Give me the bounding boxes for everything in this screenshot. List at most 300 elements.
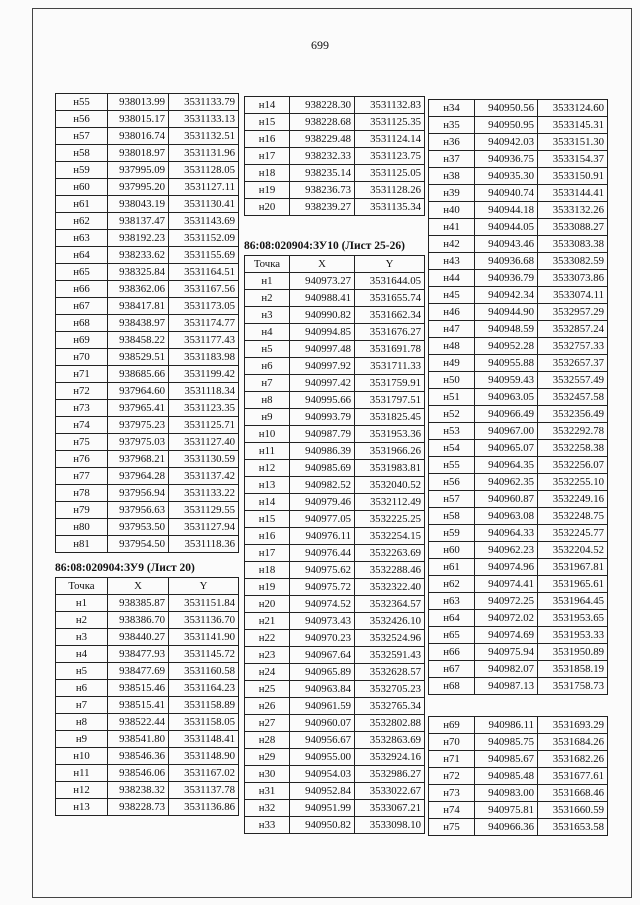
y-cell: 3533067.21: [355, 800, 425, 817]
x-cell: 940964.35: [475, 457, 538, 474]
x-cell: 940960.87: [475, 491, 538, 508]
y-cell: 3531130.41: [169, 196, 239, 213]
point-cell: н18: [245, 165, 290, 182]
x-cell: 937964.28: [108, 468, 169, 485]
point-cell: н73: [429, 785, 475, 802]
x-cell: 938362.06: [108, 281, 169, 298]
point-cell: н43: [429, 253, 475, 270]
header-y: Y: [169, 578, 239, 595]
x-cell: 940976.11: [290, 528, 355, 545]
y-cell: 3533073.86: [538, 270, 608, 287]
y-cell: 3531133.13: [169, 111, 239, 128]
y-cell: 3531123.75: [355, 148, 425, 165]
point-cell: н10: [245, 426, 290, 443]
y-cell: 3531953.33: [538, 627, 608, 644]
x-cell: 940959.43: [475, 372, 538, 389]
table-row: [56, 765, 239, 782]
y-cell: 3532258.38: [538, 440, 608, 457]
x-cell: 938440.27: [108, 629, 169, 646]
y-cell: 3532957.29: [538, 304, 608, 321]
x-cell: 940950.95: [475, 117, 538, 134]
point-cell: н23: [245, 647, 290, 664]
table-row: [56, 417, 239, 434]
point-cell: н12: [245, 460, 290, 477]
point-cell: н64: [56, 247, 108, 264]
y-cell: 3531160.58: [169, 663, 239, 680]
point-cell: н53: [429, 423, 475, 440]
table-row: [245, 114, 425, 131]
x-cell: 938541.80: [108, 731, 169, 748]
table-row: [245, 613, 425, 630]
point-cell: н70: [56, 349, 108, 366]
y-cell: 3533144.41: [538, 185, 608, 202]
point-cell: н9: [56, 731, 108, 748]
y-cell: 3533150.91: [538, 168, 608, 185]
table-row: [245, 409, 425, 426]
x-cell: 940955.00: [290, 749, 355, 766]
table-row: [245, 148, 425, 165]
point-cell: н8: [245, 392, 290, 409]
y-cell: 3531164.51: [169, 264, 239, 281]
table-row: [56, 400, 239, 417]
point-cell: н76: [56, 451, 108, 468]
point-cell: н5: [56, 663, 108, 680]
y-cell: 3531964.45: [538, 593, 608, 610]
point-cell: н50: [429, 372, 475, 389]
table-row: [56, 434, 239, 451]
section-title-zu10: 86:08:020904:ЗУ10 (Лист 25-26): [244, 240, 405, 252]
y-cell: 3531132.51: [169, 128, 239, 145]
y-cell: 3531653.58: [538, 819, 608, 836]
x-cell: 940950.82: [290, 817, 355, 834]
header-x: X: [290, 256, 355, 273]
table-row: [56, 629, 239, 646]
y-cell: 3531655.74: [355, 290, 425, 307]
y-cell: 3532248.75: [538, 508, 608, 525]
table-row: [429, 287, 608, 304]
point-cell: н66: [429, 644, 475, 661]
y-cell: 3531676.27: [355, 324, 425, 341]
x-cell: 940986.11: [475, 717, 538, 734]
table-row: [429, 304, 608, 321]
y-cell: 3531177.43: [169, 332, 239, 349]
point-cell: н14: [245, 97, 290, 114]
y-cell: 3531128.05: [169, 162, 239, 179]
table-row: [56, 383, 239, 400]
point-cell: н17: [245, 545, 290, 562]
y-cell: 3531151.84: [169, 595, 239, 612]
point-cell: н74: [429, 802, 475, 819]
table-row: [56, 646, 239, 663]
point-cell: н6: [245, 358, 290, 375]
y-cell: 3531950.89: [538, 644, 608, 661]
x-cell: 940974.69: [475, 627, 538, 644]
y-cell: 3532524.96: [355, 630, 425, 647]
point-cell: н63: [429, 593, 475, 610]
y-cell: 3531135.34: [355, 199, 425, 216]
point-cell: н67: [56, 298, 108, 315]
table-row: [56, 519, 239, 536]
table-row: [245, 766, 425, 783]
table-row: [56, 230, 239, 247]
x-cell: 940974.96: [475, 559, 538, 576]
table-row: [245, 341, 425, 358]
point-cell: н46: [429, 304, 475, 321]
y-cell: 3531125.35: [355, 114, 425, 131]
point-cell: н61: [429, 559, 475, 576]
y-cell: 3531983.81: [355, 460, 425, 477]
y-cell: 3531158.05: [169, 714, 239, 731]
y-cell: 3531136.70: [169, 612, 239, 629]
y-cell: 3532557.49: [538, 372, 608, 389]
point-cell: н75: [429, 819, 475, 836]
y-cell: 3531693.29: [538, 717, 608, 734]
y-cell: 3533074.11: [538, 287, 608, 304]
table-row: [56, 332, 239, 349]
y-cell: 3533082.59: [538, 253, 608, 270]
point-cell: н47: [429, 321, 475, 338]
table-row: [429, 270, 608, 287]
y-cell: 3532857.24: [538, 321, 608, 338]
table-header-row: [56, 578, 239, 595]
x-cell: 938137.47: [108, 213, 169, 230]
point-cell: н10: [56, 748, 108, 765]
x-cell: 938385.87: [108, 595, 169, 612]
table-row: [429, 423, 608, 440]
x-cell: 940997.48: [290, 341, 355, 358]
table-row: [429, 168, 608, 185]
x-cell: 940966.49: [475, 406, 538, 423]
x-cell: 940982.52: [290, 477, 355, 494]
x-cell: 938325.84: [108, 264, 169, 281]
table-row: [429, 751, 608, 768]
table-row: [429, 542, 608, 559]
point-cell: н55: [429, 457, 475, 474]
y-cell: 3531967.81: [538, 559, 608, 576]
x-cell: 940952.84: [290, 783, 355, 800]
table-row: [429, 802, 608, 819]
point-cell: н24: [245, 664, 290, 681]
x-cell: 938192.23: [108, 230, 169, 247]
point-cell: н16: [245, 131, 290, 148]
x-cell: 940987.79: [290, 426, 355, 443]
x-cell: 940940.74: [475, 185, 538, 202]
table-row: [245, 698, 425, 715]
table-row: [245, 131, 425, 148]
coords-table-col3-top: [428, 99, 608, 695]
table-row: [245, 494, 425, 511]
y-cell: 3531965.61: [538, 576, 608, 593]
point-cell: н18: [245, 562, 290, 579]
y-cell: 3531758.73: [538, 678, 608, 695]
table-row: [56, 247, 239, 264]
table-row: [429, 355, 608, 372]
y-cell: 3531128.26: [355, 182, 425, 199]
point-cell: н7: [56, 697, 108, 714]
x-cell: 940973.27: [290, 273, 355, 290]
x-cell: 940994.85: [290, 324, 355, 341]
y-cell: 3531127.40: [169, 434, 239, 451]
table-row: [429, 100, 608, 117]
point-cell: н77: [56, 468, 108, 485]
x-cell: 940975.62: [290, 562, 355, 579]
point-cell: н52: [429, 406, 475, 423]
table-row: [56, 697, 239, 714]
y-cell: 3531966.26: [355, 443, 425, 460]
y-cell: 3532112.49: [355, 494, 425, 511]
x-cell: 940976.44: [290, 545, 355, 562]
point-cell: н34: [429, 100, 475, 117]
header-y: Y: [355, 256, 425, 273]
table-row: [429, 117, 608, 134]
x-cell: 940936.79: [475, 270, 538, 287]
table-row: [245, 596, 425, 613]
y-cell: 3532249.16: [538, 491, 608, 508]
point-cell: н7: [245, 375, 290, 392]
point-cell: н16: [245, 528, 290, 545]
x-cell: 938529.51: [108, 349, 169, 366]
y-cell: 3532426.10: [355, 613, 425, 630]
y-cell: 3531133.22: [169, 485, 239, 502]
table-row: [245, 426, 425, 443]
point-cell: н31: [245, 783, 290, 800]
table-row: [429, 440, 608, 457]
x-cell: 938228.30: [290, 97, 355, 114]
point-cell: н54: [429, 440, 475, 457]
y-cell: 3531145.72: [169, 646, 239, 663]
table-row: [245, 817, 425, 834]
point-cell: н57: [56, 128, 108, 145]
x-cell: 940962.35: [475, 474, 538, 491]
y-cell: 3531143.69: [169, 213, 239, 230]
y-cell: 3531797.51: [355, 392, 425, 409]
table-row: [245, 182, 425, 199]
point-cell: н3: [245, 307, 290, 324]
table-row: [245, 165, 425, 182]
table-row: [56, 612, 239, 629]
table-row: [429, 508, 608, 525]
x-cell: 940963.05: [475, 389, 538, 406]
x-cell: 940961.59: [290, 698, 355, 715]
y-cell: 3533145.31: [538, 117, 608, 134]
point-cell: н2: [245, 290, 290, 307]
point-cell: н12: [56, 782, 108, 799]
table-row: [429, 610, 608, 627]
y-cell: 3532356.49: [538, 406, 608, 423]
y-cell: 3531148.90: [169, 748, 239, 765]
y-cell: 3531691.78: [355, 341, 425, 358]
x-cell: 940960.07: [290, 715, 355, 732]
point-cell: н58: [56, 145, 108, 162]
y-cell: 3531644.05: [355, 273, 425, 290]
point-cell: н29: [245, 749, 290, 766]
table-row: [56, 94, 239, 111]
point-cell: н15: [245, 114, 290, 131]
table-row: [429, 236, 608, 253]
y-cell: 3531167.02: [169, 765, 239, 782]
x-cell: 940951.99: [290, 800, 355, 817]
y-cell: 3532204.52: [538, 542, 608, 559]
y-cell: 3531953.65: [538, 610, 608, 627]
y-cell: 3531131.96: [169, 145, 239, 162]
x-cell: 938013.99: [108, 94, 169, 111]
point-cell: н4: [245, 324, 290, 341]
table-row: [56, 663, 239, 680]
x-cell: 940948.59: [475, 321, 538, 338]
x-cell: 938228.73: [108, 799, 169, 816]
y-cell: 3531148.41: [169, 731, 239, 748]
y-cell: 3531141.90: [169, 629, 239, 646]
x-cell: 937975.23: [108, 417, 169, 434]
table-row: [245, 307, 425, 324]
table-row: [245, 681, 425, 698]
point-cell: н35: [429, 117, 475, 134]
table-row: [56, 179, 239, 196]
y-cell: 3531953.36: [355, 426, 425, 443]
table-row: [56, 264, 239, 281]
x-cell: 937954.50: [108, 536, 169, 553]
table-row: [245, 273, 425, 290]
x-cell: 940966.36: [475, 819, 538, 836]
point-cell: н60: [56, 179, 108, 196]
x-cell: 940975.81: [475, 802, 538, 819]
table-row: [429, 185, 608, 202]
point-cell: н64: [429, 610, 475, 627]
point-cell: н37: [429, 151, 475, 168]
table-row: [429, 559, 608, 576]
x-cell: 940944.18: [475, 202, 538, 219]
point-cell: н70: [429, 734, 475, 751]
table-row: [245, 358, 425, 375]
table-row: [245, 647, 425, 664]
point-cell: н42: [429, 236, 475, 253]
y-cell: 3533098.10: [355, 817, 425, 834]
x-cell: 938229.48: [290, 131, 355, 148]
y-cell: 3531133.79: [169, 94, 239, 111]
x-cell: 940935.30: [475, 168, 538, 185]
y-cell: 3531125.05: [355, 165, 425, 182]
table-row: [56, 196, 239, 213]
y-cell: 3531164.23: [169, 680, 239, 697]
x-cell: 940944.05: [475, 219, 538, 236]
point-cell: н65: [429, 627, 475, 644]
y-cell: 3533124.60: [538, 100, 608, 117]
point-cell: н5: [245, 341, 290, 358]
x-cell: 938522.44: [108, 714, 169, 731]
x-cell: 940942.03: [475, 134, 538, 151]
point-cell: н20: [245, 596, 290, 613]
table-row: [429, 474, 608, 491]
x-cell: 940985.75: [475, 734, 538, 751]
point-cell: н68: [56, 315, 108, 332]
y-cell: 3532263.69: [355, 545, 425, 562]
table-row: [56, 595, 239, 612]
point-cell: н78: [56, 485, 108, 502]
coords-table-zu10: [244, 255, 425, 834]
y-cell: 3532245.77: [538, 525, 608, 542]
point-cell: н71: [56, 366, 108, 383]
table-row: [245, 392, 425, 409]
point-cell: н26: [245, 698, 290, 715]
x-cell: 940983.00: [475, 785, 538, 802]
point-cell: н51: [429, 389, 475, 406]
y-cell: 3532802.88: [355, 715, 425, 732]
point-cell: н8: [56, 714, 108, 731]
table-row: [429, 457, 608, 474]
table-row: [429, 661, 608, 678]
x-cell: 940950.56: [475, 100, 538, 117]
y-cell: 3532254.15: [355, 528, 425, 545]
point-cell: н13: [56, 799, 108, 816]
table-row: [245, 664, 425, 681]
table-row: [245, 579, 425, 596]
y-cell: 3531662.34: [355, 307, 425, 324]
table-row: [429, 151, 608, 168]
point-cell: н4: [56, 646, 108, 663]
point-cell: н44: [429, 270, 475, 287]
table-row: [245, 800, 425, 817]
table-row: [429, 491, 608, 508]
table-row: [56, 680, 239, 697]
table-row: [245, 562, 425, 579]
point-cell: н60: [429, 542, 475, 559]
coords-table-zu9: [55, 577, 239, 816]
x-cell: 940963.08: [475, 508, 538, 525]
y-cell: 3533083.38: [538, 236, 608, 253]
x-cell: 938232.33: [290, 148, 355, 165]
table-row: [429, 644, 608, 661]
y-cell: 3533151.30: [538, 134, 608, 151]
y-cell: 3532757.33: [538, 338, 608, 355]
x-cell: 940975.72: [290, 579, 355, 596]
point-cell: н22: [245, 630, 290, 647]
table-row: [429, 576, 608, 593]
table-row: [245, 375, 425, 392]
y-cell: 3531152.09: [169, 230, 239, 247]
y-cell: 3532863.69: [355, 732, 425, 749]
table-row: [429, 768, 608, 785]
y-cell: 3531127.94: [169, 519, 239, 536]
point-cell: н63: [56, 230, 108, 247]
y-cell: 3531677.61: [538, 768, 608, 785]
x-cell: 938228.68: [290, 114, 355, 131]
table-row: [429, 253, 608, 270]
table-row: [429, 678, 608, 695]
y-cell: 3531825.45: [355, 409, 425, 426]
point-cell: н81: [56, 536, 108, 553]
coords-table-col2-top: [244, 96, 425, 216]
point-cell: н71: [429, 751, 475, 768]
table-row: [429, 819, 608, 836]
column-2: [244, 96, 425, 834]
y-cell: 3532657.37: [538, 355, 608, 372]
point-cell: н11: [245, 443, 290, 460]
point-cell: н69: [56, 332, 108, 349]
header-x: X: [108, 578, 169, 595]
x-cell: 937995.20: [108, 179, 169, 196]
point-cell: н40: [429, 202, 475, 219]
table-row: [56, 731, 239, 748]
y-cell: 3531682.26: [538, 751, 608, 768]
table-row: [56, 468, 239, 485]
x-cell: 940965.07: [475, 440, 538, 457]
point-cell: н9: [245, 409, 290, 426]
x-cell: 938043.19: [108, 196, 169, 213]
x-cell: 940967.00: [475, 423, 538, 440]
x-cell: 938386.70: [108, 612, 169, 629]
point-cell: н14: [245, 494, 290, 511]
x-cell: 938515.41: [108, 697, 169, 714]
